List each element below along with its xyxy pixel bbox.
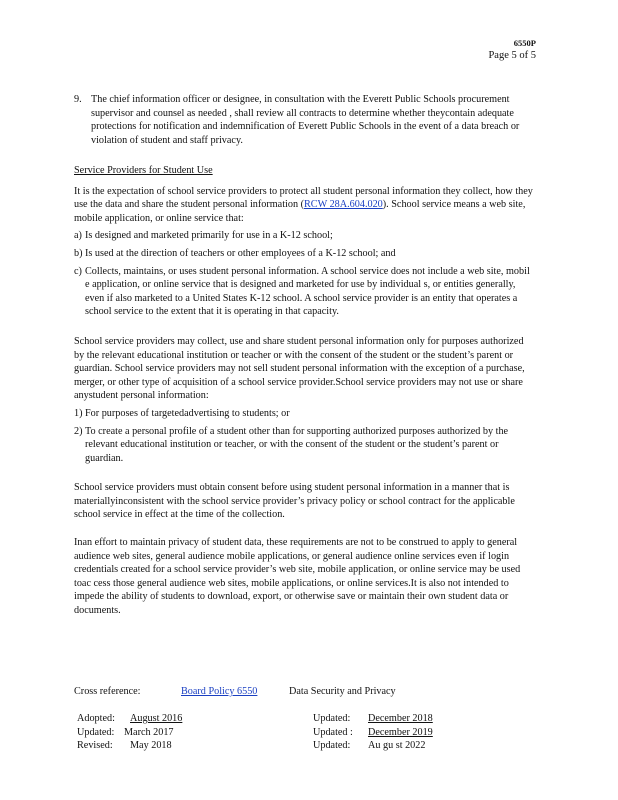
criteria-item-c [74, 265, 536, 319]
service-providers-section [74, 164, 536, 618]
intro-text-start: It is the expectation of school service providers to protect all student personal information they collect, how they use the data and share the student personal information ( [74, 185, 533, 211]
list-marker: c) [74, 265, 82, 277]
date-label: Updated: [77, 726, 115, 738]
effort-paragraph: Inan effort to maintain privacy of student data, these requirements are not to be construed to apply to general audience web sites, general audience mobile applications, or general audience online services even if login credentials created for a school service provider’s web site, mobile application, or online service may be used toac cess those general audience web sites, mobile applications, or online services.It is also not intended to impede the ability of students to download, export, or otherwise save or maintain their own student data or documents. [74, 537, 521, 617]
date-label: Updated: [313, 713, 351, 724]
section-heading: Service Providers for Student Use [74, 165, 213, 176]
list-item-text: Is designed and marketed primarily for use in a K-12 school; [85, 230, 333, 242]
dates-right [313, 712, 460, 753]
cross-reference-title: Data Security and Privacy [289, 686, 396, 697]
date-row [77, 726, 222, 740]
intro-text-end: ). School service means a web site, mobile application, or online service that: [74, 199, 526, 224]
date-label: Updated : [313, 726, 353, 738]
dates-left [77, 712, 222, 753]
date-row [77, 739, 222, 753]
list-marker: 2) [74, 425, 83, 437]
cross-reference-label: Cross reference: [74, 686, 141, 697]
date-row [313, 739, 460, 753]
date-row [313, 712, 460, 726]
consent-paragraph: School service providers must obtain consent before using student personal information in a manner that is materiallyinconsistent with the school service provider’s privacy policy or school contract for the applicable school service in effect at the time of the collection. [74, 482, 515, 521]
rcw-link[interactable]: RCW 28A.604.020 [304, 199, 383, 211]
list-marker: b) [74, 247, 83, 259]
date-row [313, 726, 460, 740]
date-value: December 2018 [368, 713, 433, 724]
policy-code: 6550P [513, 38, 536, 48]
date-label: Updated: [313, 740, 351, 752]
list-item-text: To create a personal profile of a student other than for supporting authorized purposes authorized by the relevant educational institution or teacher, or with the consent of the student or the student’s parent or guardian. [85, 425, 509, 464]
page-number: Page 5 of 5 [488, 50, 536, 61]
board-policy-link[interactable]: Board Policy 6550 [181, 686, 258, 697]
numbered-item-9 [74, 93, 534, 147]
date-value: March 2017 [124, 726, 174, 738]
intro-paragraph [74, 185, 536, 226]
list-marker: a) [74, 230, 82, 242]
date-label: Adopted: [77, 713, 115, 724]
page-header [488, 38, 536, 62]
date-value: August 2016 [130, 713, 183, 724]
criteria-item-a [74, 229, 536, 243]
use-item-1 [74, 407, 536, 421]
use-item-2 [74, 425, 536, 466]
date-value: May 2018 [130, 740, 172, 752]
date-label: Revised: [77, 740, 113, 752]
list-item-text: For purposes of targetedadvertising to students; or [85, 407, 290, 419]
list-item-text: Is used at the direction of teachers or other employees of a K-12 school; and [85, 247, 396, 259]
collect-paragraph: School service providers may collect, use and share student personal information only for purposes authorized by the relevant educational institution or teacher or with the consent of the student or the student’s parent or guardian. School service providers may not sell student personal information with the exception of a purchase, merger, or other type of acquisition of a school service provider.School service providers may not use or share anystudent personal information: [74, 335, 525, 402]
date-value: December 2019 [368, 726, 433, 738]
item-text: The chief information officer or designee, in consultation with the Everett Public Schools procurement supervisor and counsel as needed , shall review all contracts to determine whether theycontain adequate protections for notification and indemnification of Everett Public Schools in the event of a data breach or violation of student and staff privacy. [91, 94, 520, 146]
date-row [77, 712, 222, 726]
criteria-item-b [74, 247, 536, 261]
date-value: Au gu st 2022 [368, 740, 426, 752]
list-marker: 1) [74, 407, 83, 419]
list-item-text: Collects, maintains, or uses student personal information. A school service does not include a web site, mobil e application, or online service that is designed and marketed for use by individual s, or entities generally, even if also marketed to a United States K-12 school. A school service provider is an entity that operates a school service to the extent that it is operating in that capacity. [85, 265, 530, 318]
item-number: 9. [74, 94, 82, 105]
